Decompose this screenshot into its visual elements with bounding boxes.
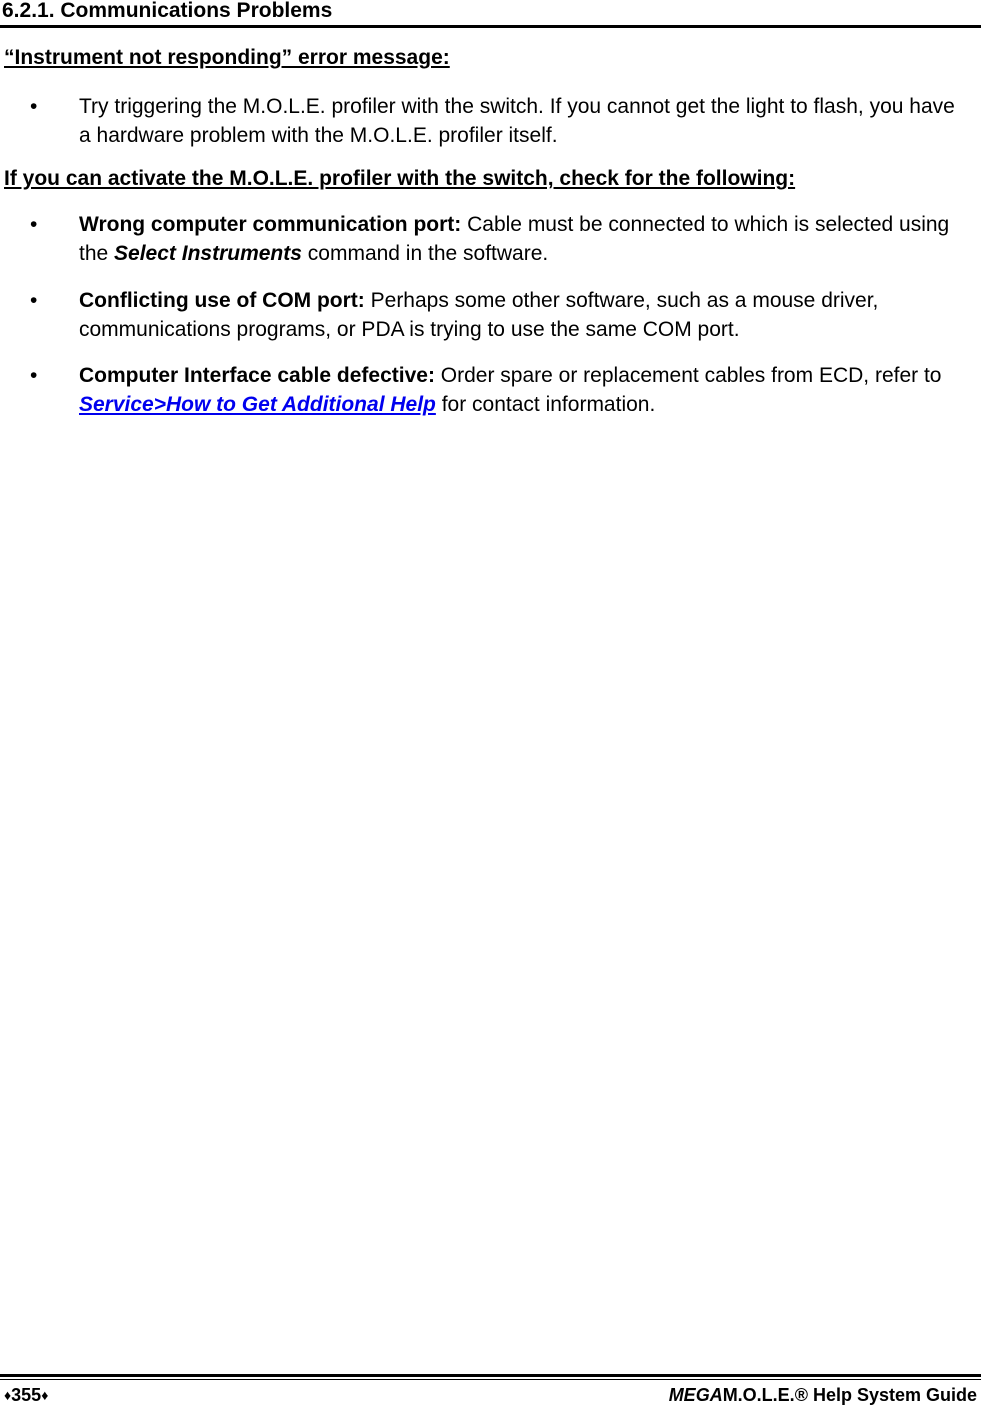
list-item-text — [79, 286, 964, 344]
guide-title — [669, 1383, 977, 1407]
list-item-label: Computer Interface cable defective: — [79, 364, 435, 387]
guide-title-suffix: M.O.L.E.® Help System Guide — [722, 1385, 977, 1405]
guide-title-prefix: MEGA — [668, 1385, 723, 1405]
title-divider — [0, 25, 981, 28]
error-message-heading: “Instrument not responding” error message: — [4, 46, 450, 69]
diamond-icon: ♦ — [4, 1387, 12, 1403]
list-item-body: for contact information. — [435, 393, 656, 416]
bullet-icon: • — [30, 213, 38, 236]
list-item-body: Order spare or replacement cables from ECD, refer to — [434, 364, 942, 387]
footer-divider-thin — [0, 1379, 981, 1380]
bullet-icon: • — [30, 95, 38, 118]
list-item-body: Perhaps some other software, such as a mouse driver, communications programs, or PDA is trying to use the same COM port. — [79, 289, 879, 341]
command-name: Select Instruments — [114, 242, 302, 265]
list-item-body: command in the software. — [301, 242, 549, 265]
list-item-text — [79, 210, 964, 268]
list-item-text: Try triggering the M.O.L.E. profiler with the switch. If you cannot get the light to flash, you have a hardware problem with the M.O.L.E. profiler itself. — [79, 95, 955, 147]
check-heading: If you can activate the M.O.L.E. profiler with the switch, check for the following: — [4, 167, 796, 190]
bullet-icon: • — [30, 289, 38, 312]
additional-help-link[interactable]: Service>How to Get Additional Help — [79, 393, 436, 416]
footer-divider — [0, 1374, 981, 1377]
bullet-icon: • — [30, 364, 38, 387]
page-number-value: 355 — [11, 1385, 42, 1405]
list-item-body: Cable must be connected to which is selected using the — [79, 213, 950, 265]
page-number — [4, 1383, 48, 1407]
section-title: 6.2.1. Communications Problems — [2, 0, 333, 22]
diamond-icon: ♦ — [41, 1387, 49, 1403]
list-item-text — [79, 361, 964, 419]
list-item-label: Conflicting use of COM port: — [79, 289, 365, 312]
list-item-label: Wrong computer communication port: — [79, 213, 462, 236]
